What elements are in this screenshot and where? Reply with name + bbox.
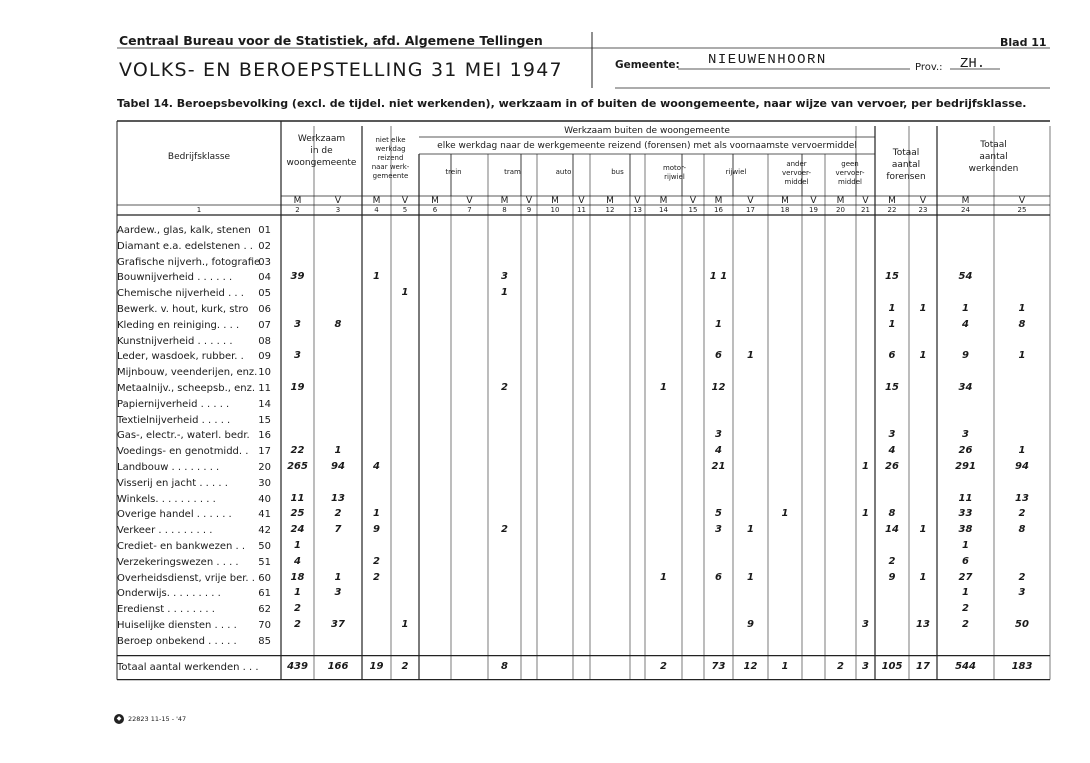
header-mv: M (372, 196, 381, 206)
row-code: 41 (258, 509, 271, 521)
header-auto: auto (555, 168, 572, 176)
row-code: 09 (258, 351, 271, 363)
table-row-label (117, 525, 273, 536)
table-row-label (117, 557, 273, 568)
total-cell-value: 1 (781, 660, 789, 672)
header-motorrijwiel: rijwiel (664, 173, 685, 181)
row-code: 02 (258, 240, 271, 252)
table-cell-value: 1 (501, 287, 508, 299)
header-mv: V (401, 196, 409, 206)
table-cell-value: 6 (962, 555, 969, 567)
header-totaal: werkenden (968, 164, 1019, 174)
table-cell-value: 1 (334, 571, 342, 583)
table-row-label (117, 494, 273, 505)
header-forensen: forensen (886, 172, 926, 182)
table-cell-value: 1 (862, 508, 869, 520)
total-row-label: Totaal aantal werkenden . . . (117, 661, 259, 673)
header-niet-reizend: gemeente (372, 172, 409, 180)
table-cell-value: 54 (958, 271, 973, 283)
table-cell-value: 15 (885, 382, 899, 393)
row-code: 04 (258, 272, 271, 284)
table-row-label (117, 541, 273, 552)
municipality-label: Gemeente: (615, 59, 680, 71)
row-code: 05 (258, 288, 271, 300)
stub-header: Bedrijfsklasse (167, 152, 231, 162)
table-cell-value: 1 (294, 540, 301, 551)
header-mv: V (1018, 196, 1026, 206)
table-cell-value: 6 (715, 350, 722, 362)
table-row-label (117, 604, 273, 615)
municipality-value: NIEUWENHOORN (708, 52, 827, 68)
header-rijwiel: rijwiel (725, 168, 747, 176)
row-label-text: Overheidsdienst, vrije ber. . (117, 572, 255, 584)
table-cell-value: 2 (1018, 508, 1026, 520)
table-row-label (117, 304, 273, 315)
table-cell-value: 21 (711, 461, 726, 472)
table-row-label (117, 430, 273, 441)
table-row-label (117, 272, 273, 283)
table-cell-value: 8 (1018, 318, 1026, 330)
header-mv: V (525, 196, 533, 206)
header-totaal: aantal (979, 152, 1008, 162)
table-cell-value: 3 (715, 429, 722, 441)
row-code: 01 (258, 225, 271, 236)
row-code: 62 (258, 604, 271, 616)
table-row-label (117, 225, 273, 236)
table-cell-value: 9 (962, 350, 969, 362)
stub-number: 1 (196, 206, 202, 214)
header-motorrijwiel: motor- (662, 164, 687, 172)
header-geen: vervoer- (835, 169, 865, 177)
row-label-text: Papiernijverheid . . . . . (117, 398, 230, 410)
row-label-text: Leder, wasdoek, rubber. . (117, 351, 244, 363)
table-cell-value: 2 (294, 603, 301, 615)
row-label-text: Visserij en jacht . . . . . (117, 477, 228, 489)
table-cell-value: 11 (290, 492, 305, 504)
table-cell-value: 3 (334, 587, 342, 599)
row-code: 06 (258, 304, 271, 315)
column-number: 14 (659, 206, 668, 214)
row-label-text: Metaalnijv., scheepsb., enz. (117, 383, 256, 394)
row-label-text: Winkels. . . . . . . . . . (117, 493, 216, 505)
table-cell-value: 14 (885, 524, 899, 536)
header-mv: M (888, 196, 896, 206)
column-number: 5 (402, 206, 408, 214)
row-code: 20 (258, 462, 271, 473)
table-cell-value: 1 (1018, 350, 1026, 362)
column-number: 3 (335, 206, 341, 214)
table-cell-value: 1 (888, 318, 896, 330)
table-cell-value: 18 (290, 571, 305, 583)
header-geen: geen (841, 160, 859, 168)
header-mv: V (578, 196, 585, 206)
column-number: 15 (688, 206, 698, 214)
table-cell-value: 2 (888, 555, 896, 567)
column-number: 19 (809, 206, 818, 214)
total-cell-value: 183 (1011, 660, 1033, 672)
form-title: VOLKS- EN BEROEPSTELLING 31 MEI 1947 (119, 59, 563, 81)
table-cell-value: 2 (962, 619, 969, 630)
table-cell-value: 13 (1015, 492, 1029, 504)
header-ander: middel (784, 178, 809, 186)
total-cell-value: 19 (369, 660, 384, 672)
row-code: 14 (258, 398, 271, 410)
table-cell-value: 15 (885, 271, 899, 283)
table-cell-value: 38 (958, 524, 973, 536)
table-cell-value: 3 (715, 524, 722, 536)
header-geen: middel (838, 178, 862, 186)
table-cell-value: 3 (1018, 587, 1026, 599)
column-number: 17 (746, 206, 755, 214)
table-cell-value: 8 (1018, 524, 1026, 536)
row-code: 61 (258, 588, 271, 600)
row-code: 15 (258, 414, 271, 426)
row-code: 10 (258, 367, 271, 379)
total-cell-value: 73 (711, 660, 726, 672)
table-cell-value: 1 1 (709, 271, 728, 283)
table-row-label (117, 367, 273, 378)
table-cell-value: 1 (334, 445, 342, 457)
table-cell-value: 2 (373, 555, 380, 567)
column-number: 9 (526, 206, 532, 214)
table-row-label (117, 478, 273, 489)
table-row-label (117, 588, 273, 599)
table-cell-value: 1 (781, 508, 789, 520)
row-code: 85 (258, 635, 271, 647)
header-elke-werkdag: elke werkdag naar de werkgemeente reizend (forensen) met als voornaamste vervoermiddel (437, 141, 857, 151)
table-cell-value: 3 (294, 318, 301, 330)
province-value: ZH. (960, 56, 986, 72)
header-niet-reizend: werkdag (375, 145, 406, 153)
table-cell-value: 13 (916, 619, 930, 630)
row-label-text: Mijnbouw, veenderijen, enz. (117, 367, 258, 379)
table-cell-value: 2 (1018, 571, 1026, 583)
header-mv: V (862, 196, 869, 206)
table-cell-value: 6 (888, 350, 896, 362)
column-number: 8 (502, 206, 507, 214)
column-number: 10 (550, 206, 560, 214)
column-number: 23 (918, 206, 928, 214)
table-row-label (117, 320, 273, 331)
table-row-label (117, 620, 273, 631)
header-mv: M (781, 196, 789, 206)
total-cell-value: 3 (862, 660, 869, 672)
table-cell-value: 2 (501, 524, 508, 536)
table-cell-value: 1 (1018, 303, 1026, 314)
table-cell-value: 1 (660, 382, 667, 393)
header-woongemeente: in de (310, 146, 333, 156)
header-mv: M (606, 196, 614, 206)
total-cell-value: 105 (881, 660, 903, 672)
table-cell-value: 39 (290, 271, 305, 283)
header-mv: V (810, 196, 817, 206)
table-row-label (117, 336, 273, 347)
row-label-text: Voedings- en genotmidd. . (117, 446, 249, 458)
column-number: 21 (861, 206, 870, 214)
header-mv: M (836, 196, 845, 206)
header-forensen: aantal (891, 160, 921, 170)
row-code: 17 (258, 446, 271, 458)
table-cell-value: 22 (290, 445, 305, 457)
header-niet-reizend: naar werk- (371, 163, 410, 171)
table-row-label (117, 383, 273, 394)
table-cell-value: 1 (1018, 445, 1026, 457)
table-cell-value: 3 (294, 350, 301, 362)
row-code: 40 (258, 493, 271, 505)
table-row-label (117, 415, 273, 426)
header-mv: M (551, 196, 559, 206)
table-cell-value: 9 (888, 571, 896, 583)
total-cell-value: 2 (837, 660, 844, 672)
table-cell-value: 2 (501, 382, 508, 393)
table-cell-value: 291 (955, 461, 976, 472)
table-cell-value: 4 (373, 461, 380, 472)
sheet-number: Blad 11 (1000, 36, 1047, 49)
header-niet-reizend: reizend (377, 154, 404, 162)
row-label-text: Chemische nijverheid . . . (117, 288, 244, 300)
print-stamp (114, 714, 186, 724)
column-number: 13 (633, 206, 642, 214)
table-cell-value: 26 (885, 461, 899, 472)
table-cell-value: 3 (501, 271, 508, 283)
header-ander: vervoer- (781, 169, 812, 177)
table-cell-value: 11 (958, 492, 973, 504)
table-row-label (117, 462, 273, 473)
table-cell-value: 1 (401, 287, 409, 299)
column-number: 4 (374, 206, 379, 214)
row-code: 30 (258, 477, 271, 489)
table-row-label (117, 573, 273, 584)
table-cell-value: 26 (958, 445, 973, 457)
row-label-text: Landbouw . . . . . . . . (117, 462, 220, 473)
table-cell-value: 8 (888, 508, 896, 520)
row-label-text: Aardew., glas, kalk, stenen (117, 225, 251, 236)
table-cell-value: 4 (888, 445, 896, 457)
table-cell-value: 1 (401, 619, 409, 630)
header-mv: V (466, 196, 473, 206)
table-cell-value: 1 (373, 271, 380, 283)
header-mv: V (634, 196, 641, 206)
table-cell-value: 13 (331, 492, 345, 504)
table-cell-value: 9 (747, 619, 754, 630)
stamp-text: 22823 11-15 - '47 (128, 715, 187, 723)
header-mv: M (714, 196, 723, 206)
table-row-label (117, 241, 273, 252)
total-cell-value: 166 (327, 660, 349, 672)
header-mv: M (659, 196, 668, 206)
table-cell-value: 1 (660, 571, 667, 583)
row-label-text: Diamant e.a. edelstenen . . (117, 240, 253, 252)
row-label-text: Eredienst . . . . . . . . (117, 604, 215, 616)
row-code: 03 (258, 256, 271, 268)
total-cell-value: 2 (660, 660, 667, 672)
table-cell-value: 1 (373, 508, 380, 520)
header-mv: V (334, 196, 342, 206)
row-label-text: Huiselijke diensten . . . . (117, 620, 237, 631)
total-cell-value: 12 (743, 660, 758, 672)
column-number: 16 (714, 206, 723, 214)
table-cell-value: 1 (294, 587, 301, 599)
table-row-label (117, 399, 273, 410)
row-label-text: Bouwnijverheid . . . . . . (117, 272, 233, 284)
row-label-text: Kunstnijverheid . . . . . . (117, 335, 233, 347)
header-mv: M (500, 196, 509, 206)
row-label-text: Gas-, electr.-, waterl. bedr. (117, 430, 250, 442)
column-number: 22 (887, 206, 897, 214)
row-code: 70 (258, 620, 271, 631)
header-buiten: Werkzaam buiten de woongemeente (564, 126, 730, 136)
table-cell-value: 50 (1015, 619, 1029, 630)
row-code: 42 (258, 525, 271, 537)
table-cell-value: 3 (862, 619, 869, 630)
column-number: 12 (605, 206, 615, 214)
table-cell-value: 1 (919, 524, 927, 536)
table-row-label (117, 446, 273, 457)
header-bus: bus (611, 168, 624, 176)
table-row-label (117, 509, 273, 520)
header-forensen: Totaal (892, 148, 920, 158)
column-number: 7 (467, 206, 472, 214)
table-cell-value: 1 (919, 303, 927, 314)
table-cell-value: 1 (919, 350, 927, 362)
table-cell-value: 1 (962, 303, 969, 314)
cbs-logo-icon: ◆ (114, 714, 124, 724)
table-cell-value: 1 (962, 587, 969, 599)
table-cell-value: 8 (334, 318, 342, 330)
row-label-text: Bewerk. v. hout, kurk, stro (117, 304, 249, 315)
header-mv: M (431, 196, 439, 206)
table-cell-value: 12 (711, 382, 726, 393)
table-cell-value: 94 (1015, 461, 1029, 472)
table-cell-value: 1 (962, 540, 969, 551)
row-label-text: Textielnijverheid . . . . . (117, 414, 231, 426)
row-label-text: Crediet- en bankwezen . . (117, 541, 246, 552)
table-cell-value: 24 (290, 524, 305, 536)
row-code: 11 (258, 383, 271, 394)
header-mv: V (919, 196, 927, 206)
total-cell-value: 8 (501, 660, 508, 672)
table-row-label (117, 257, 273, 268)
table-cell-value: 5 (715, 508, 722, 520)
row-code: 51 (258, 556, 271, 568)
total-cell-value: 2 (401, 660, 409, 672)
table-cell-value: 1 (888, 303, 896, 314)
header-tram: tram (504, 168, 521, 176)
column-number: 25 (1017, 206, 1027, 214)
table-cell-value: 25 (290, 508, 305, 520)
row-code: 07 (258, 319, 271, 331)
header-mv: M (961, 196, 970, 206)
table-title: Tabel 14. Beroepsbevolking (excl. de tijdel. niet werkenden), werkzaam in of buiten de woongemeente, naar wijze van vervoer, per bedrijfsklasse. (117, 97, 1027, 110)
table-cell-value: 6 (715, 571, 722, 583)
table-cell-value: 2 (373, 571, 380, 583)
table-cell-value: 265 (287, 461, 308, 472)
table-cell-value: 1 (862, 461, 869, 472)
header-mv: V (689, 196, 697, 206)
table-cell-value: 3 (962, 429, 969, 441)
organization-name: Centraal Bureau voor de Statistiek, afd. Algemene Tellingen (119, 33, 543, 48)
row-label-text: Overige handel . . . . . . (117, 509, 232, 521)
header-mv: V (747, 196, 754, 206)
header-mv: M (293, 196, 302, 206)
row-label-text: Beroep onbekend . . . . . (117, 635, 237, 647)
column-number: 24 (961, 206, 970, 214)
row-label-text: Verkeer . . . . . . . . . (117, 525, 213, 537)
table-cell-value: 1 (715, 318, 722, 330)
table-row-label (117, 636, 273, 647)
row-label-text: Grafische nijverh., fotografie (117, 256, 261, 268)
row-label-text: Verzekeringswezen . . . . (117, 556, 239, 568)
table-cell-value: 33 (958, 508, 973, 520)
table-cell-value: 19 (290, 382, 305, 393)
row-label-text: Kleding en reiniging. . . . (117, 319, 240, 331)
header-totaal: Totaal (980, 140, 1007, 150)
table-cell-value: 1 (747, 571, 754, 583)
column-number: 18 (780, 206, 790, 214)
table-cell-value: 27 (958, 571, 973, 583)
row-code: 16 (258, 430, 271, 442)
table-cell-value: 37 (331, 619, 345, 630)
table-cell-value: 1 (747, 350, 754, 362)
table-cell-value: 2 (334, 508, 342, 520)
total-cell-value: 439 (287, 660, 308, 672)
column-number: 20 (836, 206, 845, 214)
table-row-label (117, 351, 273, 362)
table-cell-value: 4 (962, 318, 969, 330)
table-cell-value: 2 (294, 619, 301, 630)
header-woongemeente: woongemeente (286, 158, 357, 168)
header-ander: ander (786, 160, 807, 168)
table-cell-value: 94 (331, 461, 345, 472)
row-code: 50 (258, 541, 271, 552)
table-cell-value: 7 (334, 524, 342, 536)
column-number: 11 (577, 206, 586, 214)
table-cell-value: 1 (919, 571, 927, 583)
total-cell-value: 17 (916, 660, 930, 672)
header-niet-reizend: niet elke (375, 136, 406, 144)
table-cell-value: 1 (747, 524, 754, 536)
table-cell-value: 4 (294, 555, 301, 567)
row-label-text: Onderwijs. . . . . . . . . (117, 588, 221, 600)
header-woongemeente: Werkzaam (297, 134, 346, 144)
header-trein: trein (445, 168, 462, 176)
table-cell-value: 3 (888, 429, 896, 441)
province-label: Prov.: (915, 62, 943, 73)
table-cell-value: 2 (962, 603, 969, 615)
column-number: 6 (432, 206, 438, 214)
total-cell-value: 544 (955, 660, 976, 672)
row-code: 08 (258, 335, 271, 347)
table-row-label (117, 288, 273, 299)
column-number: 2 (295, 206, 300, 214)
table-cell-value: 9 (373, 524, 380, 536)
row-code: 60 (258, 572, 271, 584)
table-cell-value: 34 (958, 382, 973, 393)
table-cell-value: 4 (715, 445, 722, 457)
